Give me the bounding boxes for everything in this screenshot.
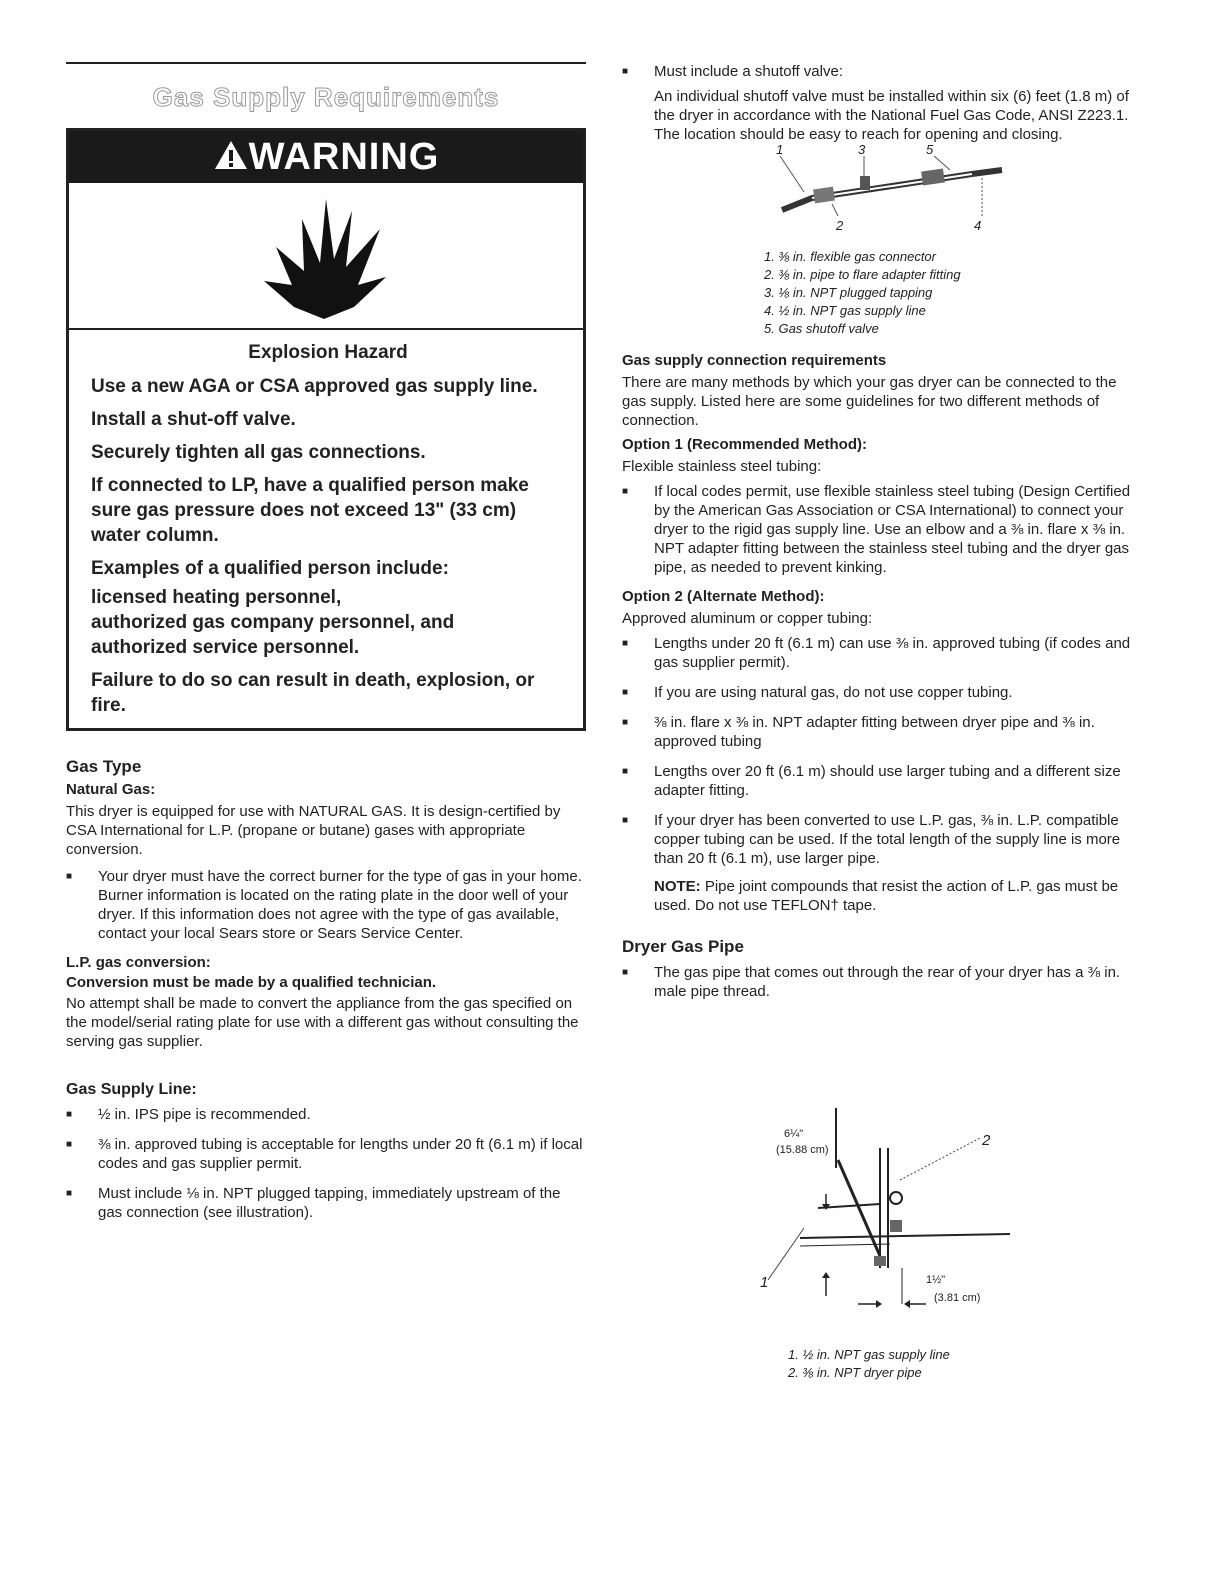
figure-number: 2	[836, 218, 844, 233]
list-item: ■ ⅜ in. approved tubing is acceptable for lengths under 20 ft (6.1 m) if local codes and gas supplier permit.	[66, 1135, 586, 1173]
gas-supply-line-section	[66, 1081, 586, 1222]
shutoff-valve-figure	[622, 144, 1144, 248]
warning-line: Securely tighten all gas connections.	[91, 442, 426, 463]
warning-box	[66, 128, 586, 731]
dim-side: 1½"	[926, 1274, 946, 1286]
dim-top-cm: (15.88 cm)	[776, 1144, 829, 1156]
explosion-icon	[254, 189, 394, 324]
hazard-title: Explosion Hazard	[248, 342, 408, 363]
list-item: ■ If your dryer has been converted to use L.P. gas, ⅜ in. L.P. compatible copper tubing can be used. If the total length of the supply line is more than 20 ft (6.1 m), use larger pipe.	[622, 811, 1144, 868]
list-item: ■ Your dryer must have the correct burner for the type of gas in your home. Burner information is located on the rating plate in the door well of your dryer. If this information does not agree with the type of gas available, contact your local Sears store or Sears Service Center.	[66, 867, 586, 943]
figure-number: 5	[926, 142, 934, 157]
warning-line: authorized gas company personnel, and	[91, 612, 455, 633]
shutoff-text: An individual shutoff valve must be installed within six (6) feet (1.8 m) of the dryer in accordance with the National Fuel Gas Code, ANSI Z223.1. The location should be easy to reach for opening and closing.	[654, 88, 1129, 143]
option2-label: Option 2 (Alternate Method):	[622, 588, 825, 605]
warning-line: If connected to LP, have a qualified person make sure gas pressure does not exceed 13" (33 cm) water column.	[91, 475, 529, 546]
warning-line: licensed heating personnel,	[91, 587, 342, 608]
gas-type-section	[66, 757, 586, 1051]
option1-sub: Flexible stainless steel tubing:	[622, 458, 822, 475]
warning-line: Install a shut-off valve.	[91, 409, 296, 430]
list-item: ■ If local codes permit, use flexible stainless steel tubing (Design Certified by the American Gas Association or CSA International) to connect your dryer to the rigid gas supply line. Use an elbow and a ⅜ in. flare x ⅜ in. NPT adapter fitting between the stainless steel tubing and the dryer gas pipe, as needed to prevent kinking.	[622, 482, 1144, 577]
gas-supply-line-heading: Gas Supply Line:	[66, 1081, 197, 1098]
list-item: ■ ½ in. IPS pipe is recommended.	[66, 1105, 586, 1124]
warning-line: authorized service personnel.	[91, 637, 360, 658]
list-item: ■ Lengths over 20 ft (6.1 m) should use larger tubing and a different size adapter fitting.	[622, 762, 1144, 800]
figure-label-2: 2	[982, 1132, 991, 1149]
right-column	[622, 62, 1144, 1012]
option1-label: Option 1 (Recommended Method):	[622, 436, 867, 453]
figure-number: 3	[858, 142, 866, 157]
caption-line: 2. ⅜ in. NPT dryer pipe	[788, 1365, 922, 1380]
dryer-pipe-heading: Dryer Gas Pipe	[622, 937, 744, 956]
lp-conversion-sub: Conversion must be made by a qualified technician.	[66, 974, 437, 991]
dryer-pipe-figure	[740, 1108, 1040, 1318]
gas-connector-illustration	[772, 152, 1012, 222]
caption-line: 2. ⅜ in. pipe to flare adapter fitting	[764, 267, 961, 282]
warning-line: Examples of a qualified person include:	[91, 558, 449, 579]
gas-type-heading: Gas Type	[66, 757, 142, 776]
option2-sub: Approved aluminum or copper tubing:	[622, 610, 873, 627]
shutoff-captions	[622, 248, 1144, 338]
list-item: ■ ⅜ in. flare x ⅜ in. NPT adapter fitting between dryer pipe and ⅜ in. approved tubing	[622, 713, 1144, 751]
warning-line: Use a new AGA or CSA approved gas supply line.	[91, 376, 538, 397]
section-rule	[66, 62, 586, 64]
figure-number: 1	[776, 142, 784, 157]
caption-line: 4. ½ in. NPT gas supply line	[764, 303, 926, 318]
connection-heading: Gas supply connection requirements	[622, 352, 887, 369]
figure-number: 4	[974, 218, 982, 233]
caption-line: 1. ½ in. NPT gas supply line	[788, 1347, 950, 1362]
list-item: ■ If you are using natural gas, do not use copper tubing.	[622, 683, 1144, 702]
caption-line: 3. ⅛ in. NPT plugged tapping	[764, 285, 933, 300]
connection-section	[622, 352, 1144, 915]
section-title: Gas Supply Requirements	[152, 82, 500, 112]
note-label: NOTE:	[654, 878, 701, 895]
dryer-pipe-section	[622, 937, 1144, 1001]
note-text	[622, 877, 1144, 915]
connection-intro: There are many methods by which your gas dryer can be connected to the gas supply. Listed here are some guidelines for two different methods of connection.	[622, 374, 1117, 429]
note-body: Pipe joint compounds that resist the action of L.P. gas must be used. Do not use TEFLON† tape.	[654, 878, 1119, 914]
warning-body	[69, 330, 583, 728]
list-item: ■ The gas pipe that comes out through the rear of your dryer has a ⅜ in. male pipe thread.	[622, 963, 1144, 1001]
left-column	[66, 62, 586, 1233]
list-item: ■ Lengths under 20 ft (6.1 m) can use ⅜ in. approved tubing (if codes and gas supplier permit).	[622, 634, 1144, 672]
warning-header	[69, 131, 583, 183]
explosion-symbol-area	[69, 183, 583, 330]
natural-gas-text: This dryer is equipped for use with NATURAL GAS. It is design-certified by CSA International for L.P. (propane or butane) gases with appropriate conversion.	[66, 803, 561, 858]
dim-top: 6¼"	[784, 1128, 804, 1140]
dim-side-cm: (3.81 cm)	[934, 1292, 981, 1304]
caption-line: 1. ⅜ in. flexible gas connector	[764, 249, 936, 264]
lp-conversion-text: No attempt shall be made to convert the appliance from the gas specified on the model/serial rating plate for use with a different gas without consulting the serving gas supplier.	[66, 995, 579, 1050]
figure-label-1: 1	[760, 1274, 769, 1291]
natural-gas-label: Natural Gas:	[66, 781, 156, 798]
list-item: ■ Must include ⅛ in. NPT plugged tapping, immediately upstream of the gas connection (see illustration).	[66, 1184, 586, 1222]
caption-line: 5. Gas shutoff valve	[764, 321, 879, 336]
list-item: ■ Must include a shutoff valve:	[622, 62, 1144, 81]
warning-triangle-icon	[213, 133, 249, 185]
lp-conversion-label: L.P. gas conversion:	[66, 954, 211, 971]
dryer-pipe-captions	[788, 1346, 950, 1382]
warning-line: Failure to do so can result in death, explosion, or fire.	[91, 670, 535, 716]
warning-title: WARNING	[248, 136, 440, 178]
